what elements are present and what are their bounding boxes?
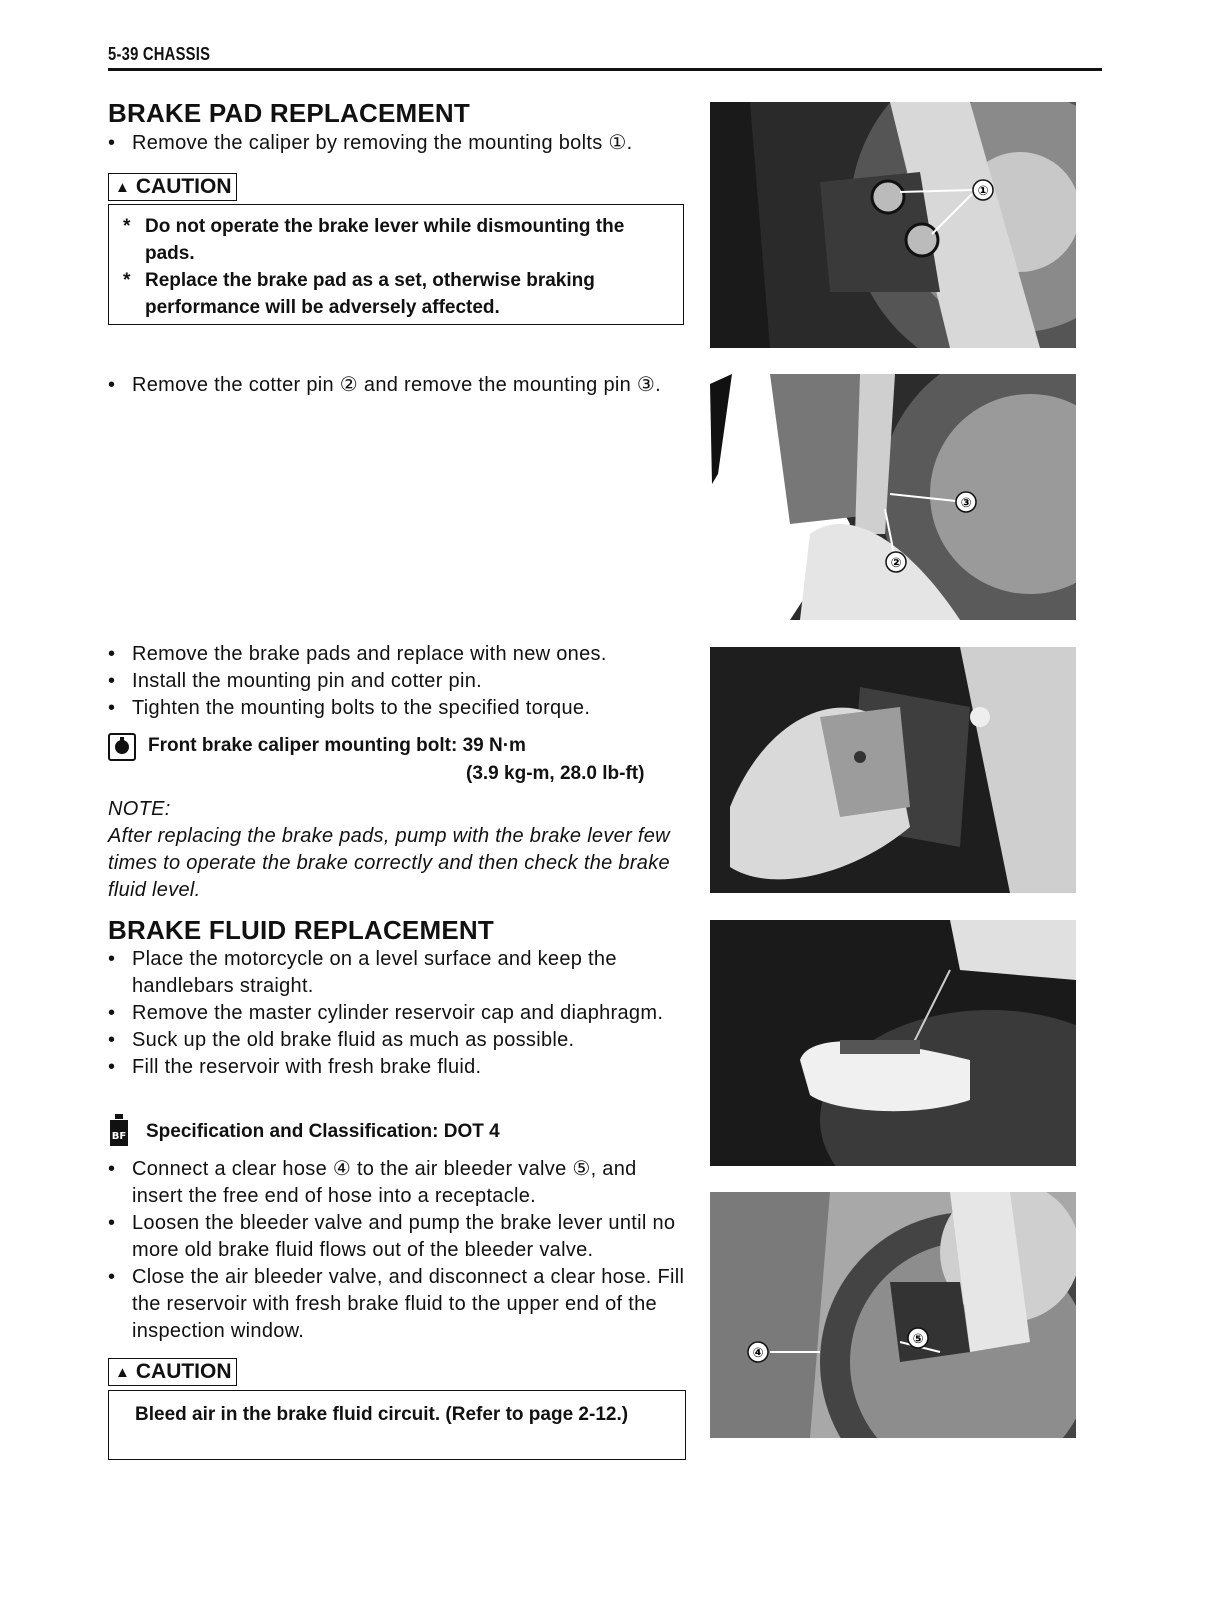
caution-label-2: ▲ CAUTION (108, 1358, 237, 1386)
torque-alt: (3.9 kg-m, 28.0 lb-ft) (466, 763, 645, 784)
callout-3: ③ (960, 496, 972, 511)
list-item: • Fill the reservoir with fresh brake fluid. (108, 1054, 688, 1081)
torque-label: Front brake caliper mounting bolt: 39 N·m (148, 735, 526, 756)
photo-reservoir (710, 920, 1076, 1166)
brake-fluid-can-icon (108, 1114, 130, 1146)
fluid-steps-list-2 (108, 1156, 688, 1345)
caution-item: * Replace the brake pad as a set, otherwise braking performance will be adversely affected. (123, 270, 595, 318)
list-item: • Place the motorcycle on a level surface and keep the handlebars straight. (108, 946, 688, 1000)
photo-bleeder-hose (710, 1192, 1076, 1438)
svg-text:BF: BF (111, 1131, 127, 1142)
caution-box-1 (108, 204, 684, 325)
pad-steps-list (108, 641, 698, 722)
photo-brake-pads (710, 647, 1076, 893)
page-header: 5-39 CHASSIS (108, 44, 211, 64)
caution-label-1: ▲ CAUTION (108, 173, 237, 201)
fluid-steps-list (108, 946, 688, 1081)
callout-5: ⑤ (912, 1332, 924, 1347)
caution-item: * Do not operate the brake lever while dismounting the pads. (123, 216, 625, 264)
warning-triangle-icon: ▲ (115, 1364, 130, 1381)
list-item: • Connect a clear hose ④ to the air bleeder valve ⑤, and insert the free end of hose into a receptacle. (108, 1156, 688, 1210)
list-item: • Install the mounting pin and cotter pin. (108, 668, 698, 695)
list-item: • Close the air bleeder valve, and disconnect a clear hose. Fill the reservoir with fresh brake fluid to the upper end of the inspection window. (108, 1264, 688, 1345)
callout-2: ② (890, 556, 902, 571)
pad-step-remove-caliper: • Remove the caliper by removing the mounting bolts ①. (108, 130, 722, 157)
caution-text: Bleed air in the brake fluid circuit. (Refer to page 2-12.) (135, 1404, 629, 1425)
warning-triangle-icon: ▲ (115, 179, 130, 196)
callout-1: ① (977, 184, 989, 199)
photo-cotter-pin (710, 374, 1076, 620)
note-text: After replacing the brake pads, pump with the brake lever few times to operate the brake correctly and then check the brake fluid level. (108, 825, 670, 901)
list-item: • Loosen the bleeder valve and pump the brake lever until no more old brake fluid flows out of the bleeder valve. (108, 1210, 688, 1264)
pad-step-remove-cotter-pin: • Remove the cotter pin ② and remove the mounting pin ③. (108, 372, 712, 399)
fluid-section-title: BRAKE FLUID REPLACEMENT (108, 915, 494, 945)
list-item: • Remove the master cylinder reservoir cap and diaphragm. (108, 1000, 688, 1027)
photo-caliper-bolts (710, 102, 1076, 348)
caution-box-2 (108, 1390, 686, 1460)
header-rule (108, 68, 1102, 71)
pad-section-title: BRAKE PAD REPLACEMENT (108, 98, 470, 128)
torque-wrench-icon (108, 733, 136, 761)
callout-4: ④ (752, 1346, 764, 1361)
list-item: • Suck up the old brake fluid as much as possible. (108, 1027, 688, 1054)
fluid-spec: Specification and Classification: DOT 4 (146, 1121, 500, 1142)
list-item: • Remove the brake pads and replace with new ones. (108, 641, 698, 668)
note-label: NOTE: (108, 798, 171, 820)
list-item: • Tighten the mounting bolts to the specified torque. (108, 695, 698, 722)
